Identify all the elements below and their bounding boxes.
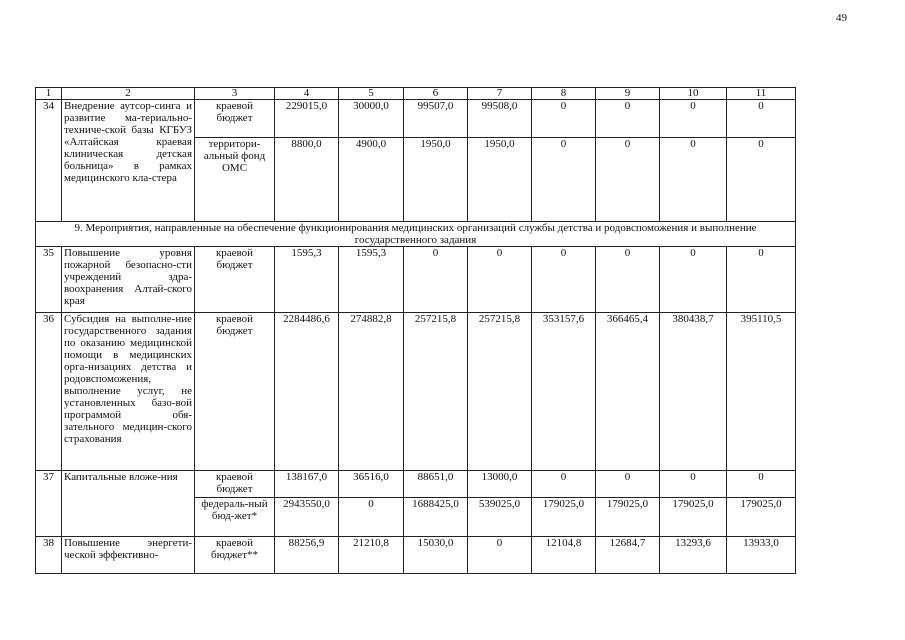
value-cell: 0 — [468, 537, 532, 574]
value-cell: 30000,0 — [339, 100, 404, 138]
value-cell: 0 — [532, 247, 596, 313]
funding-source: краевой бюджет — [195, 100, 275, 138]
value-cell: 366465,4 — [596, 313, 660, 471]
value-cell: 0 — [596, 138, 660, 222]
value-cell: 0 — [468, 247, 532, 313]
value-cell: 179025,0 — [660, 498, 727, 537]
funding-source: краевой бюджет — [195, 313, 275, 471]
value-cell: 0 — [727, 247, 796, 313]
value-cell: 2943550,0 — [275, 498, 339, 537]
value-cell: 12104,8 — [532, 537, 596, 574]
header-cell: 1 — [36, 88, 62, 100]
value-cell: 0 — [404, 247, 468, 313]
value-cell: 274882,8 — [339, 313, 404, 471]
value-cell: 0 — [727, 100, 796, 138]
value-cell: 0 — [660, 471, 727, 498]
table-row — [36, 100, 796, 138]
value-cell: 179025,0 — [596, 498, 660, 537]
value-cell: 0 — [727, 471, 796, 498]
value-cell: 0 — [596, 100, 660, 138]
row-name: Повышение уровня пожарной безопасно-сти учреждений здра-воохранения Алтай-ского края — [62, 247, 195, 313]
header-cell: 9 — [596, 88, 660, 100]
section-row — [36, 222, 796, 247]
value-cell: 0 — [596, 471, 660, 498]
value-cell: 229015,0 — [275, 100, 339, 138]
table-row — [36, 471, 796, 498]
budget-table — [35, 87, 796, 574]
value-cell: 138167,0 — [275, 471, 339, 498]
value-cell: 0 — [339, 498, 404, 537]
value-cell: 0 — [660, 100, 727, 138]
value-cell: 12684,7 — [596, 537, 660, 574]
page-number: 49 — [836, 12, 847, 24]
header-cell: 5 — [339, 88, 404, 100]
value-cell: 353157,6 — [532, 313, 596, 471]
header-cell: 2 — [62, 88, 195, 100]
table-row — [36, 313, 796, 471]
row-number: 38 — [36, 537, 62, 574]
value-cell: 257215,8 — [468, 313, 532, 471]
row-name: Внедрение аутсор-синга и развитие ма-териально-техниче-ской базы КГБУЗ «Алтайская краевая клиническая детская больница» в рамках медицинского кла-стера — [62, 100, 195, 222]
header-cell: 11 — [727, 88, 796, 100]
value-cell: 380438,7 — [660, 313, 727, 471]
row-name: Субсидия на выполне-ние государственного задания по оказанию медицинской помощи в медицинских орга-низациях детства и родовспоможения, выполнение услуг, не установленных базо-вой программой обя-зательного медицин-ского страхования — [62, 313, 195, 471]
row-name: Капитальные вложе-ния — [62, 471, 195, 537]
value-cell: 8800,0 — [275, 138, 339, 222]
value-cell: 2284486,6 — [275, 313, 339, 471]
value-cell: 1950,0 — [404, 138, 468, 222]
value-cell: 0 — [596, 247, 660, 313]
value-cell: 21210,8 — [339, 537, 404, 574]
value-cell: 179025,0 — [727, 498, 796, 537]
value-cell: 257215,8 — [404, 313, 468, 471]
value-cell: 0 — [532, 100, 596, 138]
header-cell: 6 — [404, 88, 468, 100]
header-cell: 7 — [468, 88, 532, 100]
value-cell: 88256,9 — [275, 537, 339, 574]
row-number: 34 — [36, 100, 62, 222]
funding-source: территори-альный фонд ОМС — [195, 138, 275, 222]
header-cell: 10 — [660, 88, 727, 100]
value-cell: 1950,0 — [468, 138, 532, 222]
table-row — [36, 247, 796, 313]
funding-source: краевой бюджет — [195, 471, 275, 498]
row-number: 37 — [36, 471, 62, 537]
value-cell: 1595,3 — [275, 247, 339, 313]
header-cell: 3 — [195, 88, 275, 100]
value-cell: 0 — [727, 138, 796, 222]
value-cell: 539025,0 — [468, 498, 532, 537]
header-cell: 8 — [532, 88, 596, 100]
value-cell: 88651,0 — [404, 471, 468, 498]
value-cell: 99507,0 — [404, 100, 468, 138]
value-cell: 13933,0 — [727, 537, 796, 574]
value-cell: 1595,3 — [339, 247, 404, 313]
table-header-row — [36, 88, 796, 100]
header-cell: 4 — [275, 88, 339, 100]
value-cell: 36516,0 — [339, 471, 404, 498]
value-cell: 1688425,0 — [404, 498, 468, 537]
funding-source: краевой бюджет** — [195, 537, 275, 574]
table-row — [36, 537, 796, 574]
funding-source: федераль-ный бюд-жет* — [195, 498, 275, 537]
value-cell: 395110,5 — [727, 313, 796, 471]
row-name: Повышение энергети-ческой эффективно- — [62, 537, 195, 574]
value-cell: 13293,6 — [660, 537, 727, 574]
value-cell: 0 — [660, 138, 727, 222]
section-title: 9. Мероприятия, направленные на обеспечение функционирования медицинских организаций службы детства и родовспоможения и выполнение государственного задания — [36, 222, 796, 247]
value-cell: 4900,0 — [339, 138, 404, 222]
row-number: 36 — [36, 313, 62, 471]
value-cell: 13000,0 — [468, 471, 532, 498]
value-cell: 0 — [660, 247, 727, 313]
row-number: 35 — [36, 247, 62, 313]
value-cell: 179025,0 — [532, 498, 596, 537]
value-cell: 15030,0 — [404, 537, 468, 574]
funding-source: краевой бюджет — [195, 247, 275, 313]
value-cell: 0 — [532, 138, 596, 222]
value-cell: 99508,0 — [468, 100, 532, 138]
value-cell: 0 — [532, 471, 596, 498]
